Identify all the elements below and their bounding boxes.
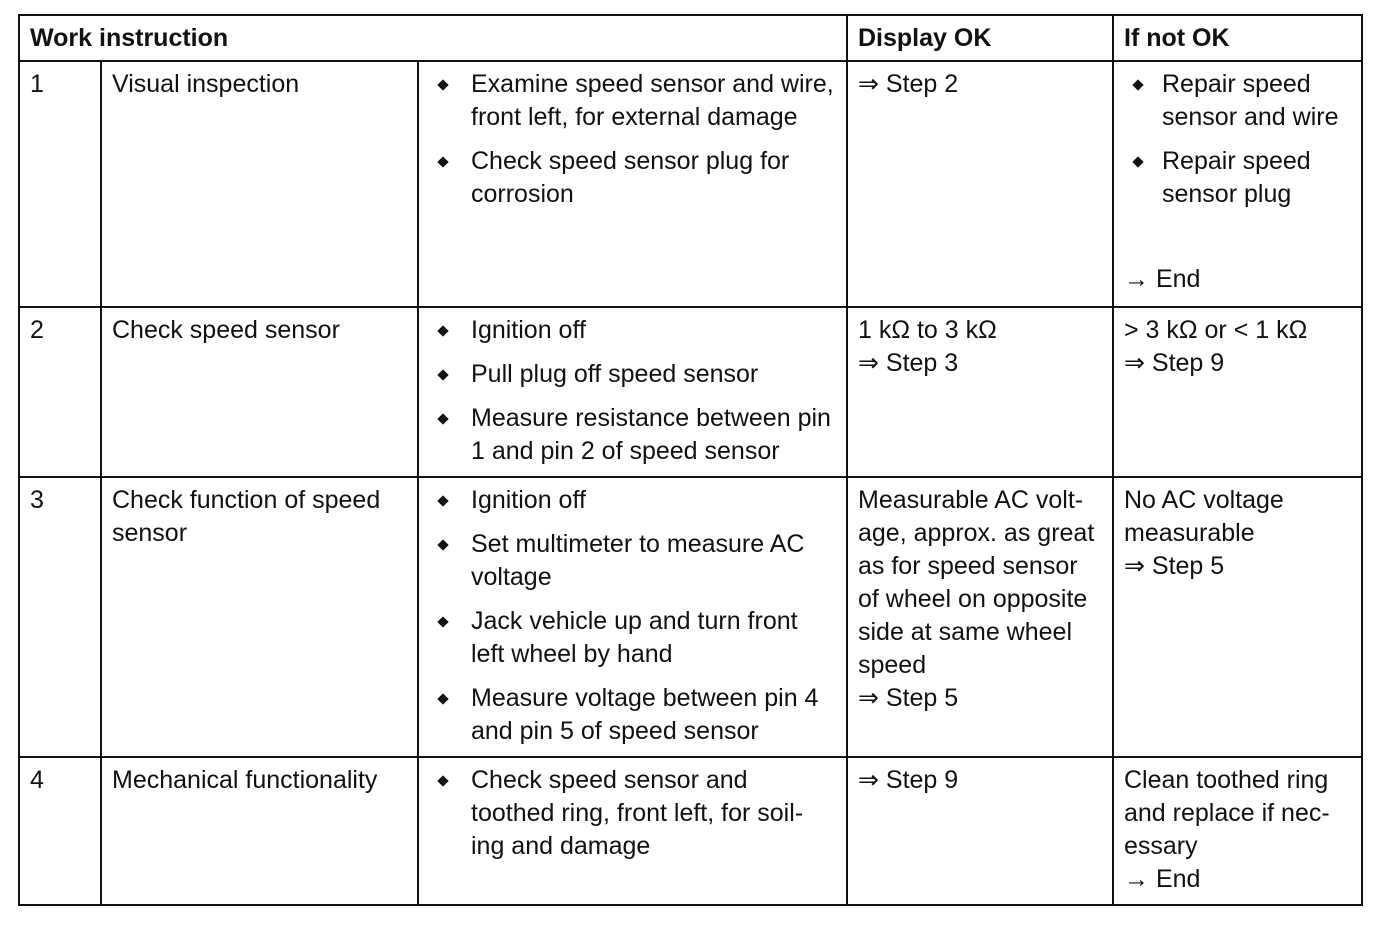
table-row: [19, 757, 1362, 905]
step-number: 2: [19, 307, 101, 477]
bullet-diamond-icon: [437, 325, 448, 336]
list-item: Measure voltage between pin 4 and pin 5 of speed sensor: [429, 682, 836, 748]
header-if-not-ok: If not OK: [1113, 15, 1362, 61]
if-not-ok-cell: Clean toothed ring and replace if nec-essary → End: [1113, 757, 1362, 905]
step-title: Mechanical functionality: [101, 757, 418, 905]
header-work-instruction: Work instruction: [19, 15, 847, 61]
step-instructions: [418, 757, 847, 905]
end-label: → End: [1124, 265, 1201, 293]
display-ok-cell: 1 kΩ to 3 kΩ ⇒ Step 3: [847, 307, 1113, 477]
bullet-diamond-icon: [437, 539, 448, 550]
list-item: Set multimeter to measure AC voltage: [429, 528, 836, 594]
step-number: 3: [19, 477, 101, 757]
step-title: Visual inspection: [101, 61, 418, 307]
list-item: Repair speed sensor and wire: [1124, 68, 1351, 134]
list-item: Examine speed sensor and wire, front left, for external damage: [429, 68, 836, 134]
bullet-diamond-icon: [437, 495, 448, 506]
display-ok-cell: ⇒ Step 9: [847, 757, 1113, 905]
bullet-diamond-icon: [437, 156, 448, 167]
display-ok-cell: ⇒ Step 2: [847, 61, 1113, 307]
bullet-diamond-icon: [437, 413, 448, 424]
step-number: 1: [19, 61, 101, 307]
step-instructions: [418, 307, 847, 477]
list-item: Pull plug off speed sensor: [429, 358, 836, 391]
bullet-diamond-icon: [437, 616, 448, 627]
header-row: [19, 15, 1362, 61]
step-title: Check function of speed sensor: [101, 477, 418, 757]
work-instruction-table: [18, 14, 1363, 906]
list-item: Measure resistance between pin 1 and pin 2 of speed sensor: [429, 402, 836, 468]
step-instructions: [418, 477, 847, 757]
bullet-diamond-icon: [437, 79, 448, 90]
list-item: Repair speed sensor plug: [1124, 145, 1351, 211]
list-item: Ignition off: [429, 484, 836, 517]
table-row: [19, 307, 1362, 477]
bullet-diamond-icon: [437, 693, 448, 704]
if-not-ok-cell: No AC voltage measurable ⇒ Step 5: [1113, 477, 1362, 757]
if-not-ok-cell: > 3 kΩ or < 1 kΩ ⇒ Step 9: [1113, 307, 1362, 477]
list-item: Check speed sensor plug for corrosion: [429, 145, 836, 211]
bullet-diamond-icon: [1132, 156, 1143, 167]
list-item: Ignition off: [429, 314, 836, 347]
bullet-diamond-icon: [437, 775, 448, 786]
header-display-ok: Display OK: [847, 15, 1113, 61]
table-row: [19, 477, 1362, 757]
step-title: Check speed sensor: [101, 307, 418, 477]
display-ok-cell: Measurable AC volt-age, approx. as great as for speed sensor of wheel on opposite side at same wheel speed ⇒ Step 5: [847, 477, 1113, 757]
step-instructions: [418, 61, 847, 307]
list-item: Check speed sensor and toothed ring, front left, for soil-ing and damage: [429, 764, 836, 863]
bullet-diamond-icon: [437, 369, 448, 380]
bullet-diamond-icon: [1132, 79, 1143, 90]
table-row: [19, 61, 1362, 307]
step-number: 4: [19, 757, 101, 905]
list-item: Jack vehicle up and turn front left wheel by hand: [429, 605, 836, 671]
if-not-ok-cell: [1113, 61, 1362, 307]
